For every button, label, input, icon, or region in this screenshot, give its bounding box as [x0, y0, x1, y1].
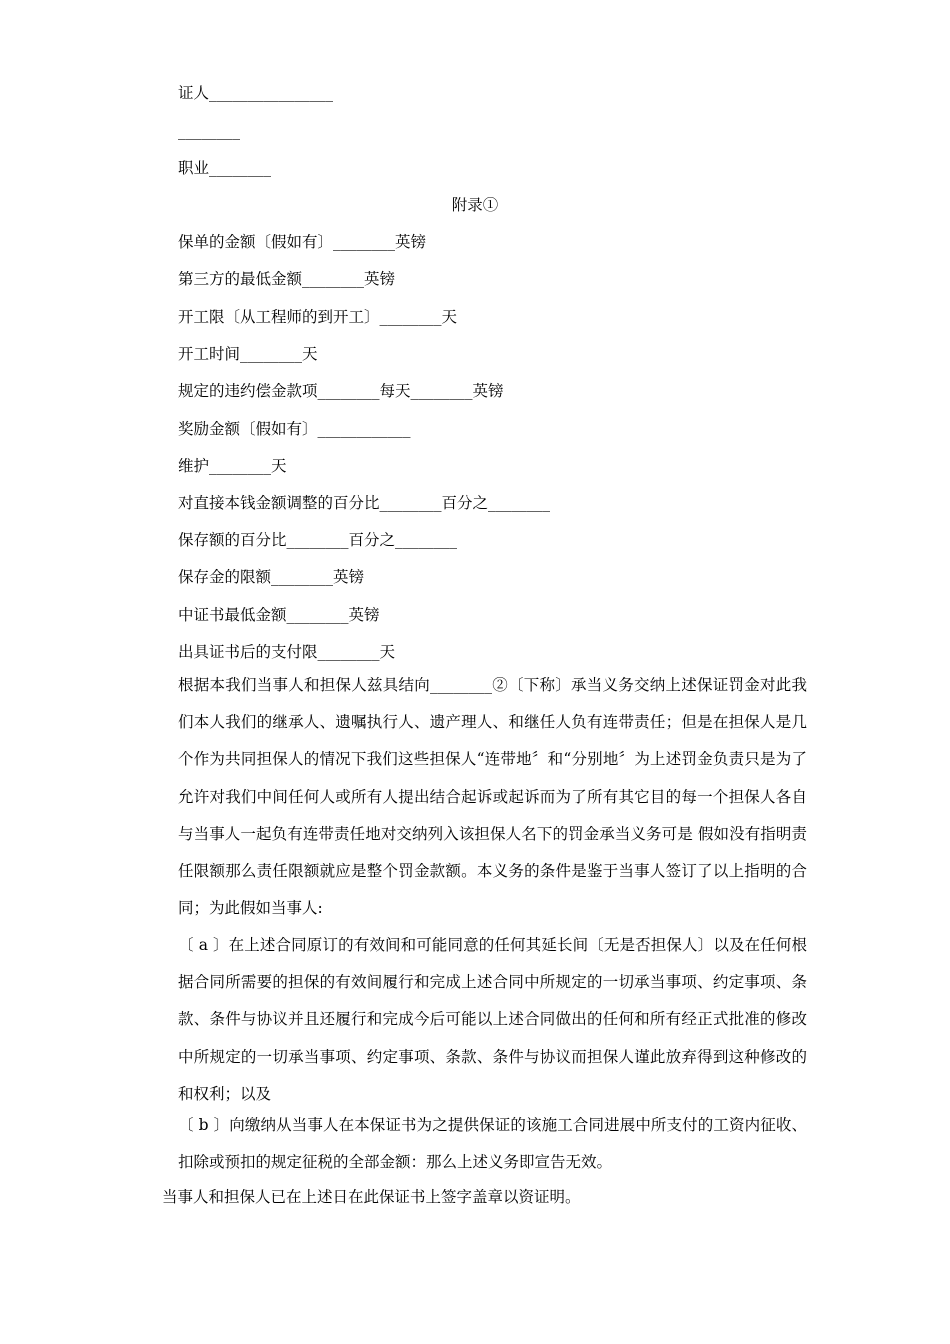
appendix-item: 保存金的限额________英镑: [178, 568, 365, 586]
appendix-item: 奖励金额〔假如有〕____________: [178, 420, 411, 438]
clause-a: [143, 927, 807, 1113]
clause-b-text: 〔 b 〕向缴纳从当事人在本保证书为之提供保证的该施工合同进展中所支付的工资内征收、扣除或预扣的规定征税的全部金额：那么上述义务即宣告无效。: [178, 1116, 807, 1172]
appendix-item: 中证书最低金额________英镑: [178, 606, 380, 624]
appendix-item: 开工限〔从工程师的到开工〕________天: [178, 308, 458, 326]
appendix-title: 附录①: [451, 196, 499, 214]
witness-line: 证人________________: [178, 84, 334, 102]
blank-line: ________: [178, 122, 240, 140]
appendix-item: 对直接本钱金额调整的百分比________百分之________: [178, 494, 551, 512]
clause-b: [143, 1107, 807, 1181]
clause-a-text: 〔 a 〕在上述合同原订的有效间和可能同意的任何其延长间〔无是否担保人〕以及在任何根据合同所需要的担保的有效间履行和完成上述合同中所规定的一切承当事项、约定事项、条款、条件与协议并且还履行和完成今后可能以上述合同做出的任何和所有经正式批准的修改中所规定的一切承当事项、约定事项、条款、条件与协议而担保人谨此放弃得到这种修改的和权利；以及: [178, 936, 807, 1103]
appendix-item: 规定的违约偿金款项________每天________英镑: [178, 382, 504, 400]
appendix-item: 开工时间________天: [178, 345, 318, 363]
main-paragraph-text: 根据本我们当事人和担保人兹具结向________②〔下称〕承当义务交纳上述保证罚金对此我们本人我们的继承人、遗嘱执行人、遗产理人、和继任人负有连带责任；但是在担保人是几个作为共同担保人的情况下我们这些担保人“连带地〞和“分别地〞为上述罚金负责只是为了允许对我们中间任何人或所有人提出结合起诉或起诉而为了所有其它目的每一个担保人各自与当事人一起负有连带责任地对交纳列入该担保人名下的罚金承当义务可是 假如没有指明责任限额那么责任限额就应是整个罚金款额。本义务的条件是鉴于当事人签订了以上指明的合同；为此假如当事人:: [178, 676, 807, 918]
main-paragraph: [143, 667, 807, 927]
appendix-item: 维护________天: [178, 457, 287, 475]
occupation-line: 职业________: [178, 159, 272, 177]
appendix-item: 保存额的百分比________百分之________: [178, 531, 458, 549]
closing-statement: 当事人和担保人已在上述日在此保证书上签字盖章以资证明。: [162, 1188, 581, 1206]
appendix-item: 出具证书后的支付限________天: [178, 643, 396, 661]
appendix-item: 第三方的最低金额________英镑: [178, 270, 396, 288]
appendix-item: 保单的金额〔假如有〕________英镑: [178, 233, 427, 251]
